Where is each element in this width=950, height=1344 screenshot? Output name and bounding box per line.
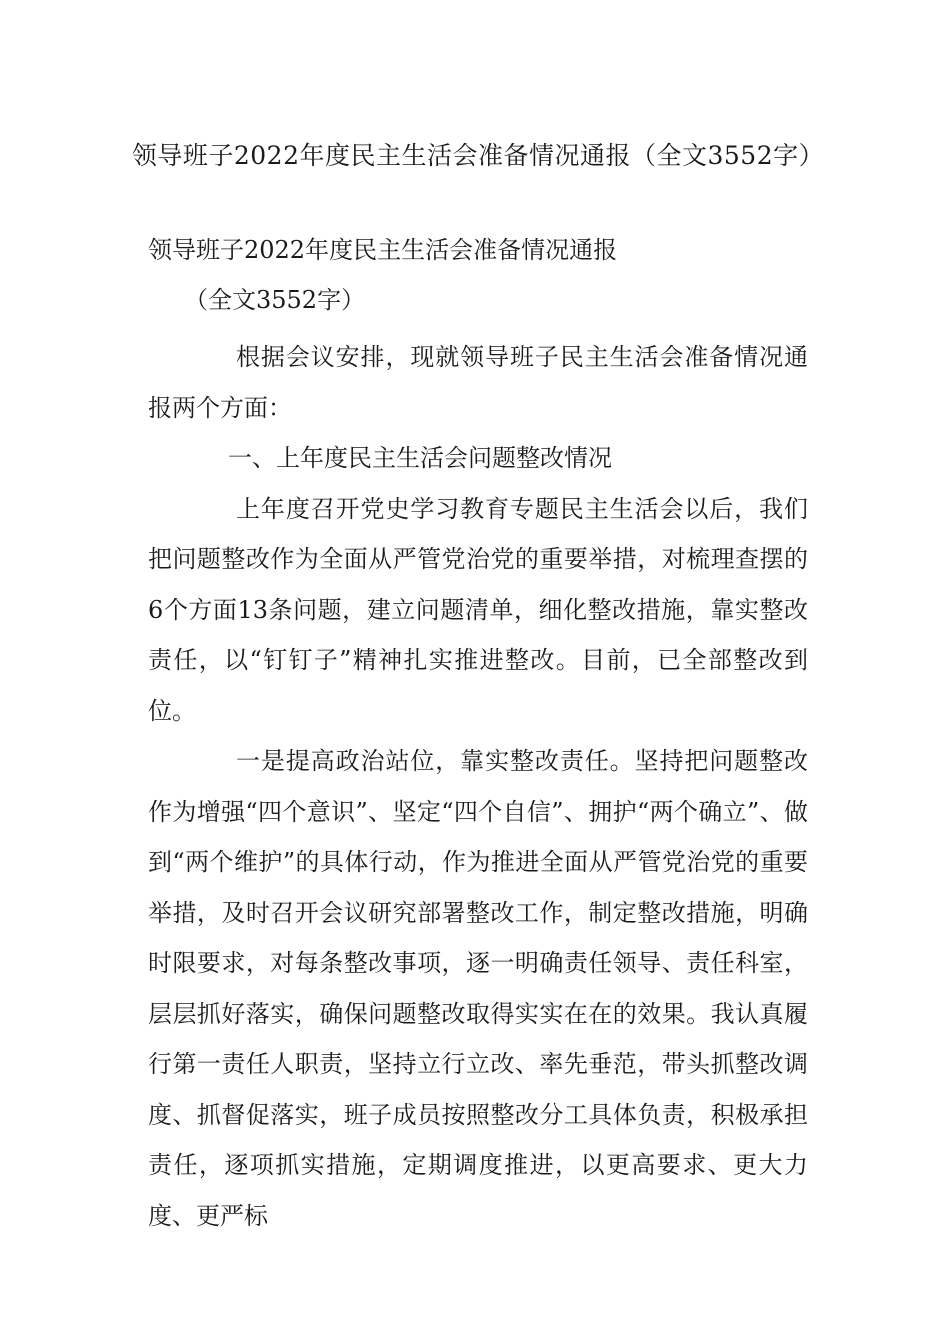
intro-paragraph: 根据会议安排，现就领导班子民主生活会准备情况通报两个方面： (148, 343, 808, 422)
body-paragraph: 一是提高政治站位，靠实整改责任。坚持把问题整改作为增强“四个意识”、坚定“四个自信”、拥护“两个确立”、做到“两个维护”的具体行动，作为推进全面从严管党治党的重要举措，及时召开会议研究部署整改工作，制定整改措施，明确时限要求，对每条整改事项，逐一明确责任领导、责任科室，层层抓好落实，确保问题整改取得实实在在的效果。我认真履行第一责任人职责，坚持立行立改、率先垂范，带头抓整改调度、抓督促落实，班子成员按照整改分工具体负责，积极承担责任，逐项抓实措施，定期调度推进，以更高要求、更大力度、更严标 (148, 747, 808, 1230)
section-heading: 一、上年度民主生活会问题整改情况 (228, 444, 612, 472)
body-paragraph: 上年度召开党史学习教育专题民主生活会以后，我们把问题整改作为全面从严管党治党的重要举措，对梳理查摆的6个方面13条问题，建立问题清单，细化整改措施，靠实整改责任，以“钉钉子”精神扎实推进整改。目前，已全部整改到位。 (148, 494, 808, 725)
document-title: 领导班子2022年度民主生活会准备情况通报（全文3552字） (131, 141, 825, 170)
document-subtitle: 领导班子2022年度民主生活会准备情况通报 (148, 236, 618, 264)
document-body (148, 332, 808, 1241)
word-count-note: （全文3552字） (184, 286, 366, 314)
